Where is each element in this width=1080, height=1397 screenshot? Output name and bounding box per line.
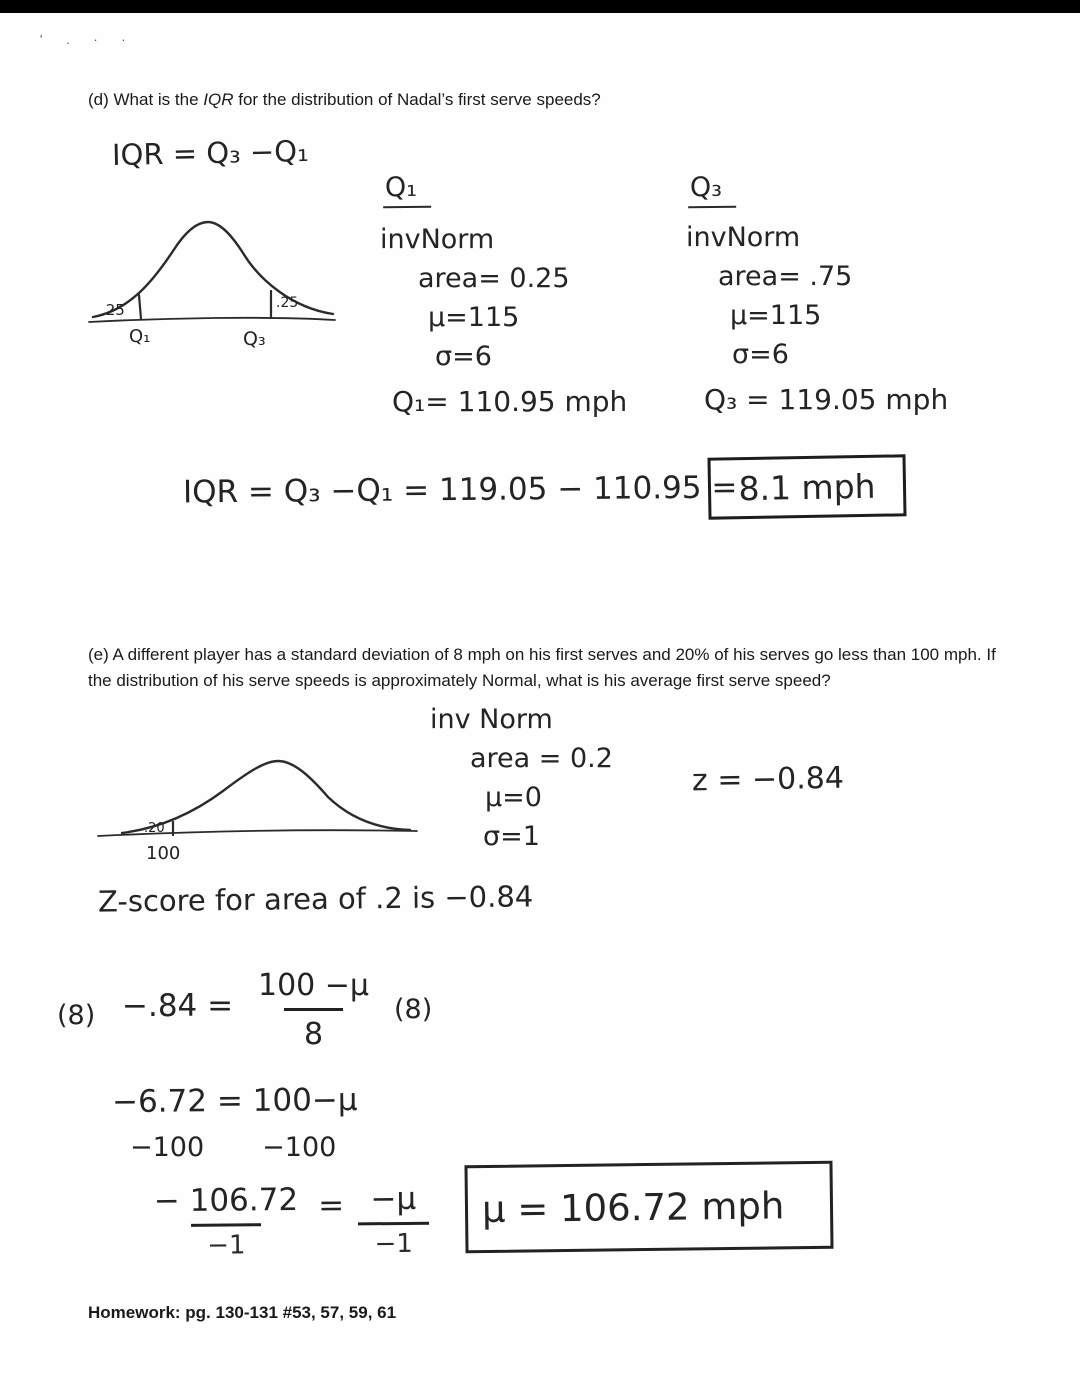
- step4-right-fraction: [358, 1181, 429, 1260]
- curve-d-right-area-label: .25: [276, 295, 299, 311]
- q3-work-line: area= .75: [718, 261, 853, 292]
- q1-work-column: [380, 220, 627, 418]
- curve-d-axis: [89, 318, 335, 322]
- normal-curve-sketch-e: [92, 738, 427, 868]
- question-d-suffix: for the distribution of Nadal’s first serve speeds?: [233, 90, 601, 109]
- question-d-prefix: (d) What is the: [88, 90, 204, 109]
- q1-work-line: σ=6: [435, 341, 492, 372]
- equation-lhs: −.84 =: [122, 988, 234, 1024]
- curve-e-bell: [122, 761, 410, 833]
- solve-step-4: [148, 1181, 429, 1261]
- curve-d-q1-label: Q₁: [129, 326, 151, 347]
- step4-left-numerator: − 106.72: [153, 1181, 299, 1220]
- curve-d-left-area-label: .25: [101, 301, 125, 319]
- curve-d-q1-line: [139, 295, 141, 319]
- q3-header: Q₃: [688, 172, 736, 208]
- homework-note: Homework: pg. 130-131 #53, 57, 59, 61: [88, 1303, 397, 1322]
- equation-fraction-numerator: 100 −μ: [258, 968, 370, 1003]
- invnorm-line: μ=0: [485, 782, 542, 813]
- curve-e-area-label: .20: [144, 821, 165, 836]
- zscore-note: Z-score for area of .2 is −0.84: [97, 879, 534, 919]
- q1-header: Q₁: [383, 172, 431, 208]
- scan-marks: ' . · ·: [40, 32, 136, 47]
- step3-subtract-right: −100: [262, 1132, 337, 1163]
- z-score-value: z = −0.84: [691, 760, 845, 799]
- question-d: [88, 90, 601, 110]
- final-answer: μ = 106.72 mph: [481, 1183, 785, 1231]
- invnorm-line: inv Norm: [430, 704, 553, 735]
- invnorm-line: σ=1: [483, 821, 540, 852]
- iqr-answer-box: [707, 454, 906, 519]
- q3-work-column: [686, 218, 948, 416]
- step4-left-fraction: [148, 1182, 305, 1261]
- step4-equals: =: [318, 1187, 345, 1224]
- question-d-iqr-term: IQR: [203, 90, 234, 109]
- q1-result: Q₁= 110.95 mph: [392, 385, 628, 418]
- equation-mult-left: (8): [57, 1000, 96, 1031]
- scan-artifact-bar: [0, 0, 1080, 13]
- q1-work-line: area= 0.25: [418, 263, 570, 294]
- equation-fraction-denominator: 8: [284, 1008, 343, 1052]
- iqr-calculation: IQR = Q₃ −Q₁ = 119.05 − 110.95 =: [182, 469, 738, 511]
- question-e: (e) A different player has a standard deviation of 8 mph on his first serves and 20% of his serves go less than 100 mph. If the distribution of his serve speeds is approximately Normal, what is his average first serve speed?: [88, 645, 996, 691]
- q3-work-line: invNorm: [686, 222, 801, 253]
- invnorm-column-e: [430, 700, 613, 856]
- final-answer-box: [464, 1161, 833, 1253]
- step3-subtract-left: −100: [130, 1132, 205, 1163]
- normal-curve-sketch-d: [85, 203, 340, 351]
- solve-step-3: [130, 1132, 336, 1163]
- invnorm-line: area = 0.2: [470, 743, 613, 774]
- q3-result: Q₃ = 119.05 mph: [704, 383, 949, 416]
- equation-fraction: [252, 968, 375, 1052]
- step4-right-numerator: −μ: [370, 1180, 417, 1218]
- solve-step-2: −6.72 = 100−μ: [111, 1081, 358, 1121]
- curve-d-q3-label: Q₃: [243, 328, 266, 350]
- q1-work-line: invNorm: [380, 224, 495, 255]
- equation-mult-right: (8): [394, 994, 433, 1025]
- step4-left-denominator: −1: [191, 1223, 262, 1261]
- q3-work-line: μ=115: [730, 300, 822, 331]
- curve-e-x-label: 100: [146, 843, 181, 864]
- q3-work-line: σ=6: [732, 339, 789, 370]
- iqr-answer: 8.1 mph: [738, 466, 876, 508]
- iqr-formula: IQR = Q₃ −Q₁: [111, 133, 310, 173]
- q1-work-line: μ=115: [428, 302, 520, 333]
- step4-right-denominator: −1: [358, 1222, 429, 1260]
